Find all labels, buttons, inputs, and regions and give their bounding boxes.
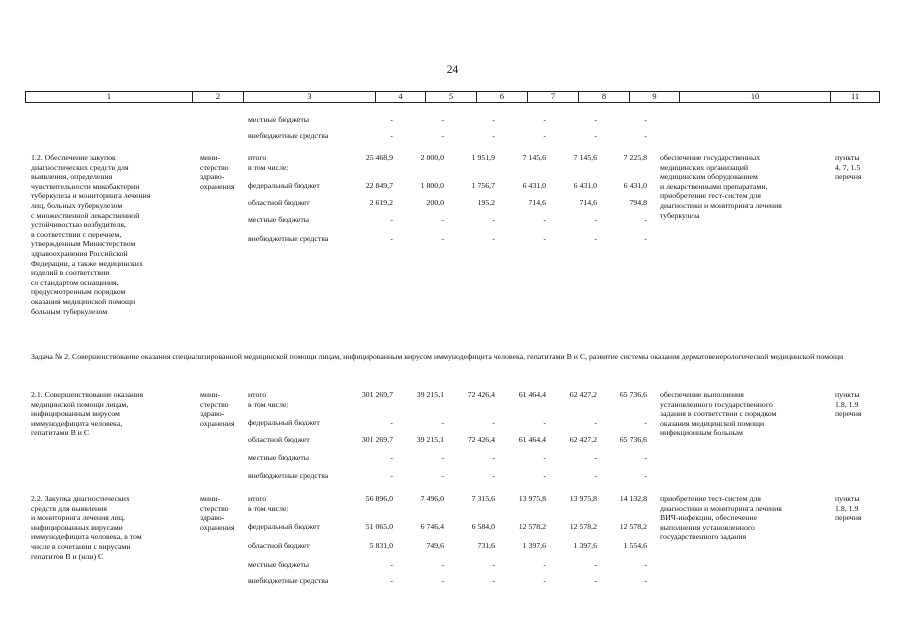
funding-value: -	[390, 471, 393, 480]
column-number: 1	[106, 92, 112, 101]
funding-value: 749,6	[426, 541, 444, 550]
funding-value: -	[594, 576, 597, 585]
funding-value: 6 431,0	[573, 181, 597, 190]
column-number: 2	[192, 92, 243, 102]
funding-value: 6 431,0	[623, 181, 647, 190]
funding-value: -	[543, 576, 546, 585]
funding-value: 2 000,0	[420, 153, 444, 162]
funding-value: -	[390, 418, 393, 427]
indicator-reference: пункты 4, 7, 1.5 перечня	[835, 153, 862, 182]
funding-value: 7 225,8	[623, 153, 647, 162]
indicator-reference: пункты 1.8, 1.9 перечня	[835, 390, 862, 419]
column-number: 11	[830, 92, 879, 102]
funding-value: -	[492, 560, 495, 569]
funding-value: -	[492, 234, 495, 243]
funding-value: -	[543, 418, 546, 427]
funding-value: 731,6	[477, 541, 495, 550]
source-label: итого в том числе:	[248, 390, 289, 409]
measure-title: 2.2. Закупка диагностических средств для выявления и мониторинга лечения лиц, инфицированных вирусами иммунодефицита человека, в том числе в сочетании с вирусами гепатитов В и (или) С	[31, 494, 142, 561]
expected-result: обеспечение выполнения установленного государственного задания в соответствии с порядком оказания медицинской помощи инфекционным больным	[660, 390, 777, 438]
funding-value: 7 315,6	[471, 494, 495, 503]
funding-value: 7 496,0	[420, 494, 444, 503]
funding-value: -	[543, 560, 546, 569]
funding-value: -	[390, 576, 393, 585]
funding-value: 2 619,2	[369, 198, 393, 207]
funding-value: -	[492, 131, 495, 140]
funding-value: -	[594, 131, 597, 140]
funding-value: -	[644, 215, 647, 224]
funding-value: 7 145,6	[522, 153, 546, 162]
source-label: местные бюджеты	[248, 560, 310, 569]
task-heading: Задача № 2. Совершенствование оказания специализированной медицинской помощи лицам, инфицированным вирусом иммунодефицита человека, гепатитами В и С, развитие системы оказания дерматовенерологической медицинской помощи	[31, 352, 844, 361]
funding-value: 12 578,2	[518, 522, 546, 531]
funding-value: 6 431,0	[522, 181, 546, 190]
funding-value: -	[441, 215, 444, 224]
source-label: внебюджетные средства	[248, 234, 329, 243]
funding-value: 1 397,6	[573, 541, 597, 550]
funding-value: -	[492, 115, 495, 124]
source-label: внебюджетные средства	[248, 576, 329, 585]
funding-value: -	[594, 471, 597, 480]
column-number: 4	[375, 92, 425, 102]
funding-value: -	[441, 453, 444, 462]
funding-value: 72 426,4	[467, 390, 495, 399]
expected-result: приобретение тест-систем для диагностики и мониторинга лечения ВИЧ-инфекции, обеспечение выполнения установленного государственного задания	[660, 494, 782, 542]
funding-value: 14 132,8	[619, 494, 647, 503]
funding-value: 65 736,6	[619, 390, 647, 399]
source-label: местные бюджеты	[248, 453, 310, 462]
funding-value: -	[390, 560, 393, 569]
column-number: 7	[527, 92, 578, 102]
funding-value: 714,6	[528, 198, 546, 207]
funding-value: -	[492, 453, 495, 462]
funding-value: 1 800,0	[420, 181, 444, 190]
source-label: внебюджетные средства	[248, 471, 329, 480]
funding-value: 22 849,7	[365, 181, 393, 190]
funding-value: -	[644, 234, 647, 243]
funding-value: -	[594, 115, 597, 124]
funding-value: -	[543, 234, 546, 243]
column-number: 3	[243, 92, 375, 102]
funding-value: 714,6	[579, 198, 597, 207]
funding-value: 13 975,8	[569, 494, 597, 503]
funding-value: -	[543, 453, 546, 462]
funding-value: -	[543, 215, 546, 224]
funding-value: 65 736,6	[619, 435, 647, 444]
column-number: 6	[476, 92, 527, 102]
funding-value: 5 831,0	[369, 541, 393, 550]
source-label: областной бюджет	[248, 435, 310, 444]
column-number: 5	[425, 92, 476, 102]
funding-value: -	[492, 471, 495, 480]
funding-value: 1 554,6	[623, 541, 647, 550]
funding-value: 301 269,7	[361, 390, 393, 399]
funding-value: 301 269,7	[361, 435, 393, 444]
funding-value: 794,8	[629, 198, 647, 207]
funding-value: 39 215,1	[416, 435, 444, 444]
funding-value: -	[644, 115, 647, 124]
page-number: 24	[446, 64, 459, 76]
funding-value: 62 427,2	[569, 435, 597, 444]
source-label: внебюджетные средства	[248, 131, 329, 140]
funding-value: -	[543, 131, 546, 140]
funding-value: -	[441, 418, 444, 427]
funding-value: -	[441, 131, 444, 140]
funding-value: -	[644, 418, 647, 427]
indicator-reference: пункты 1.8, 1.9 перечня	[835, 494, 862, 523]
table-header-row	[25, 91, 880, 103]
funding-value: -	[594, 215, 597, 224]
column-number: 9	[629, 92, 679, 102]
funding-value: 56 896,0	[365, 494, 393, 503]
column-number: 10	[679, 92, 830, 102]
funding-value: -	[441, 471, 444, 480]
source-label: местные бюджеты	[248, 215, 310, 224]
funding-value: 200,0	[426, 198, 444, 207]
executor-name: мини- стерство здраво- охранения	[200, 494, 235, 532]
funding-value: 61 464,4	[518, 390, 546, 399]
funding-value: 13 975,8	[518, 494, 546, 503]
source-label: федеральный бюджет	[248, 181, 320, 190]
funding-value: -	[390, 131, 393, 140]
funding-value: -	[543, 471, 546, 480]
funding-value: -	[644, 576, 647, 585]
funding-value: -	[594, 234, 597, 243]
source-label: областной бюджет	[248, 541, 310, 550]
source-label: итого в том числе:	[248, 494, 289, 513]
column-number: 8	[578, 92, 629, 102]
funding-value: -	[441, 560, 444, 569]
source-label: областной бюджет	[248, 198, 310, 207]
funding-value: 1 951,9	[471, 153, 495, 162]
source-label: местные бюджеты	[248, 115, 310, 124]
funding-value: -	[390, 115, 393, 124]
funding-value: -	[441, 115, 444, 124]
funding-value: -	[441, 576, 444, 585]
funding-value: -	[390, 215, 393, 224]
funding-value: 1 756,7	[471, 181, 495, 190]
funding-value: 72 426,4	[467, 435, 495, 444]
funding-value: -	[594, 453, 597, 462]
funding-value: -	[543, 115, 546, 124]
funding-value: -	[594, 560, 597, 569]
source-label: итого в том числе:	[248, 153, 289, 172]
funding-value: -	[492, 215, 495, 224]
funding-value: 61 464,4	[518, 435, 546, 444]
funding-value: -	[644, 131, 647, 140]
funding-value: 62 427,2	[569, 390, 597, 399]
executor-name: мини- стерство здраво- охранения	[200, 390, 235, 428]
funding-value: -	[644, 453, 647, 462]
source-label: федеральный бюджет	[248, 418, 320, 427]
funding-value: -	[644, 471, 647, 480]
funding-value: -	[390, 234, 393, 243]
funding-value: 6 584,0	[471, 522, 495, 531]
funding-value: 6 746,4	[420, 522, 444, 531]
source-label: федеральный бюджет	[248, 522, 320, 531]
funding-value: -	[594, 418, 597, 427]
funding-value: 7 145,6	[573, 153, 597, 162]
funding-value: 25 468,9	[365, 153, 393, 162]
funding-value: 195,2	[477, 198, 495, 207]
measure-title: 2.1. Совершенствование оказания медицинской помощи лицам, инфицированным вирусом иммунодефицита человека, гепатитами В и С	[31, 390, 144, 438]
funding-value: -	[441, 234, 444, 243]
funding-value: -	[492, 418, 495, 427]
funding-value: -	[390, 453, 393, 462]
funding-value: -	[644, 560, 647, 569]
measure-title: 1.2. Обеспечение закупок диагностических средств для выявления, определения чувствительности микобактерии туберкулеза и мониторинга лечения лиц, больных туберкулезом с множественной лекарственной устойчивостью возбудителя, в соответствии с перечнем, утвержденным Министерством здравоохранения Российской Федерации, а также медицинских изделий в соответствии со стандартом оснащения, предусмотренным порядком оказания медицинской помощи больным туберкулезом	[31, 153, 151, 316]
funding-value: 51 065,0	[365, 522, 393, 531]
funding-value: 1 397,6	[522, 541, 546, 550]
funding-value: 12 578,2	[619, 522, 647, 531]
expected-result: обеспечение государственных медицинских организаций медицинским оборудованием и лекарственными препаратами, приобретение тест-систем для диагностики и мониторинга лечения туберкулеза	[660, 153, 782, 220]
funding-value: 39 215,1	[416, 390, 444, 399]
funding-value: -	[492, 576, 495, 585]
executor-name: мини- стерство здраво- охранения	[200, 153, 235, 191]
funding-value: 12 578,2	[569, 522, 597, 531]
